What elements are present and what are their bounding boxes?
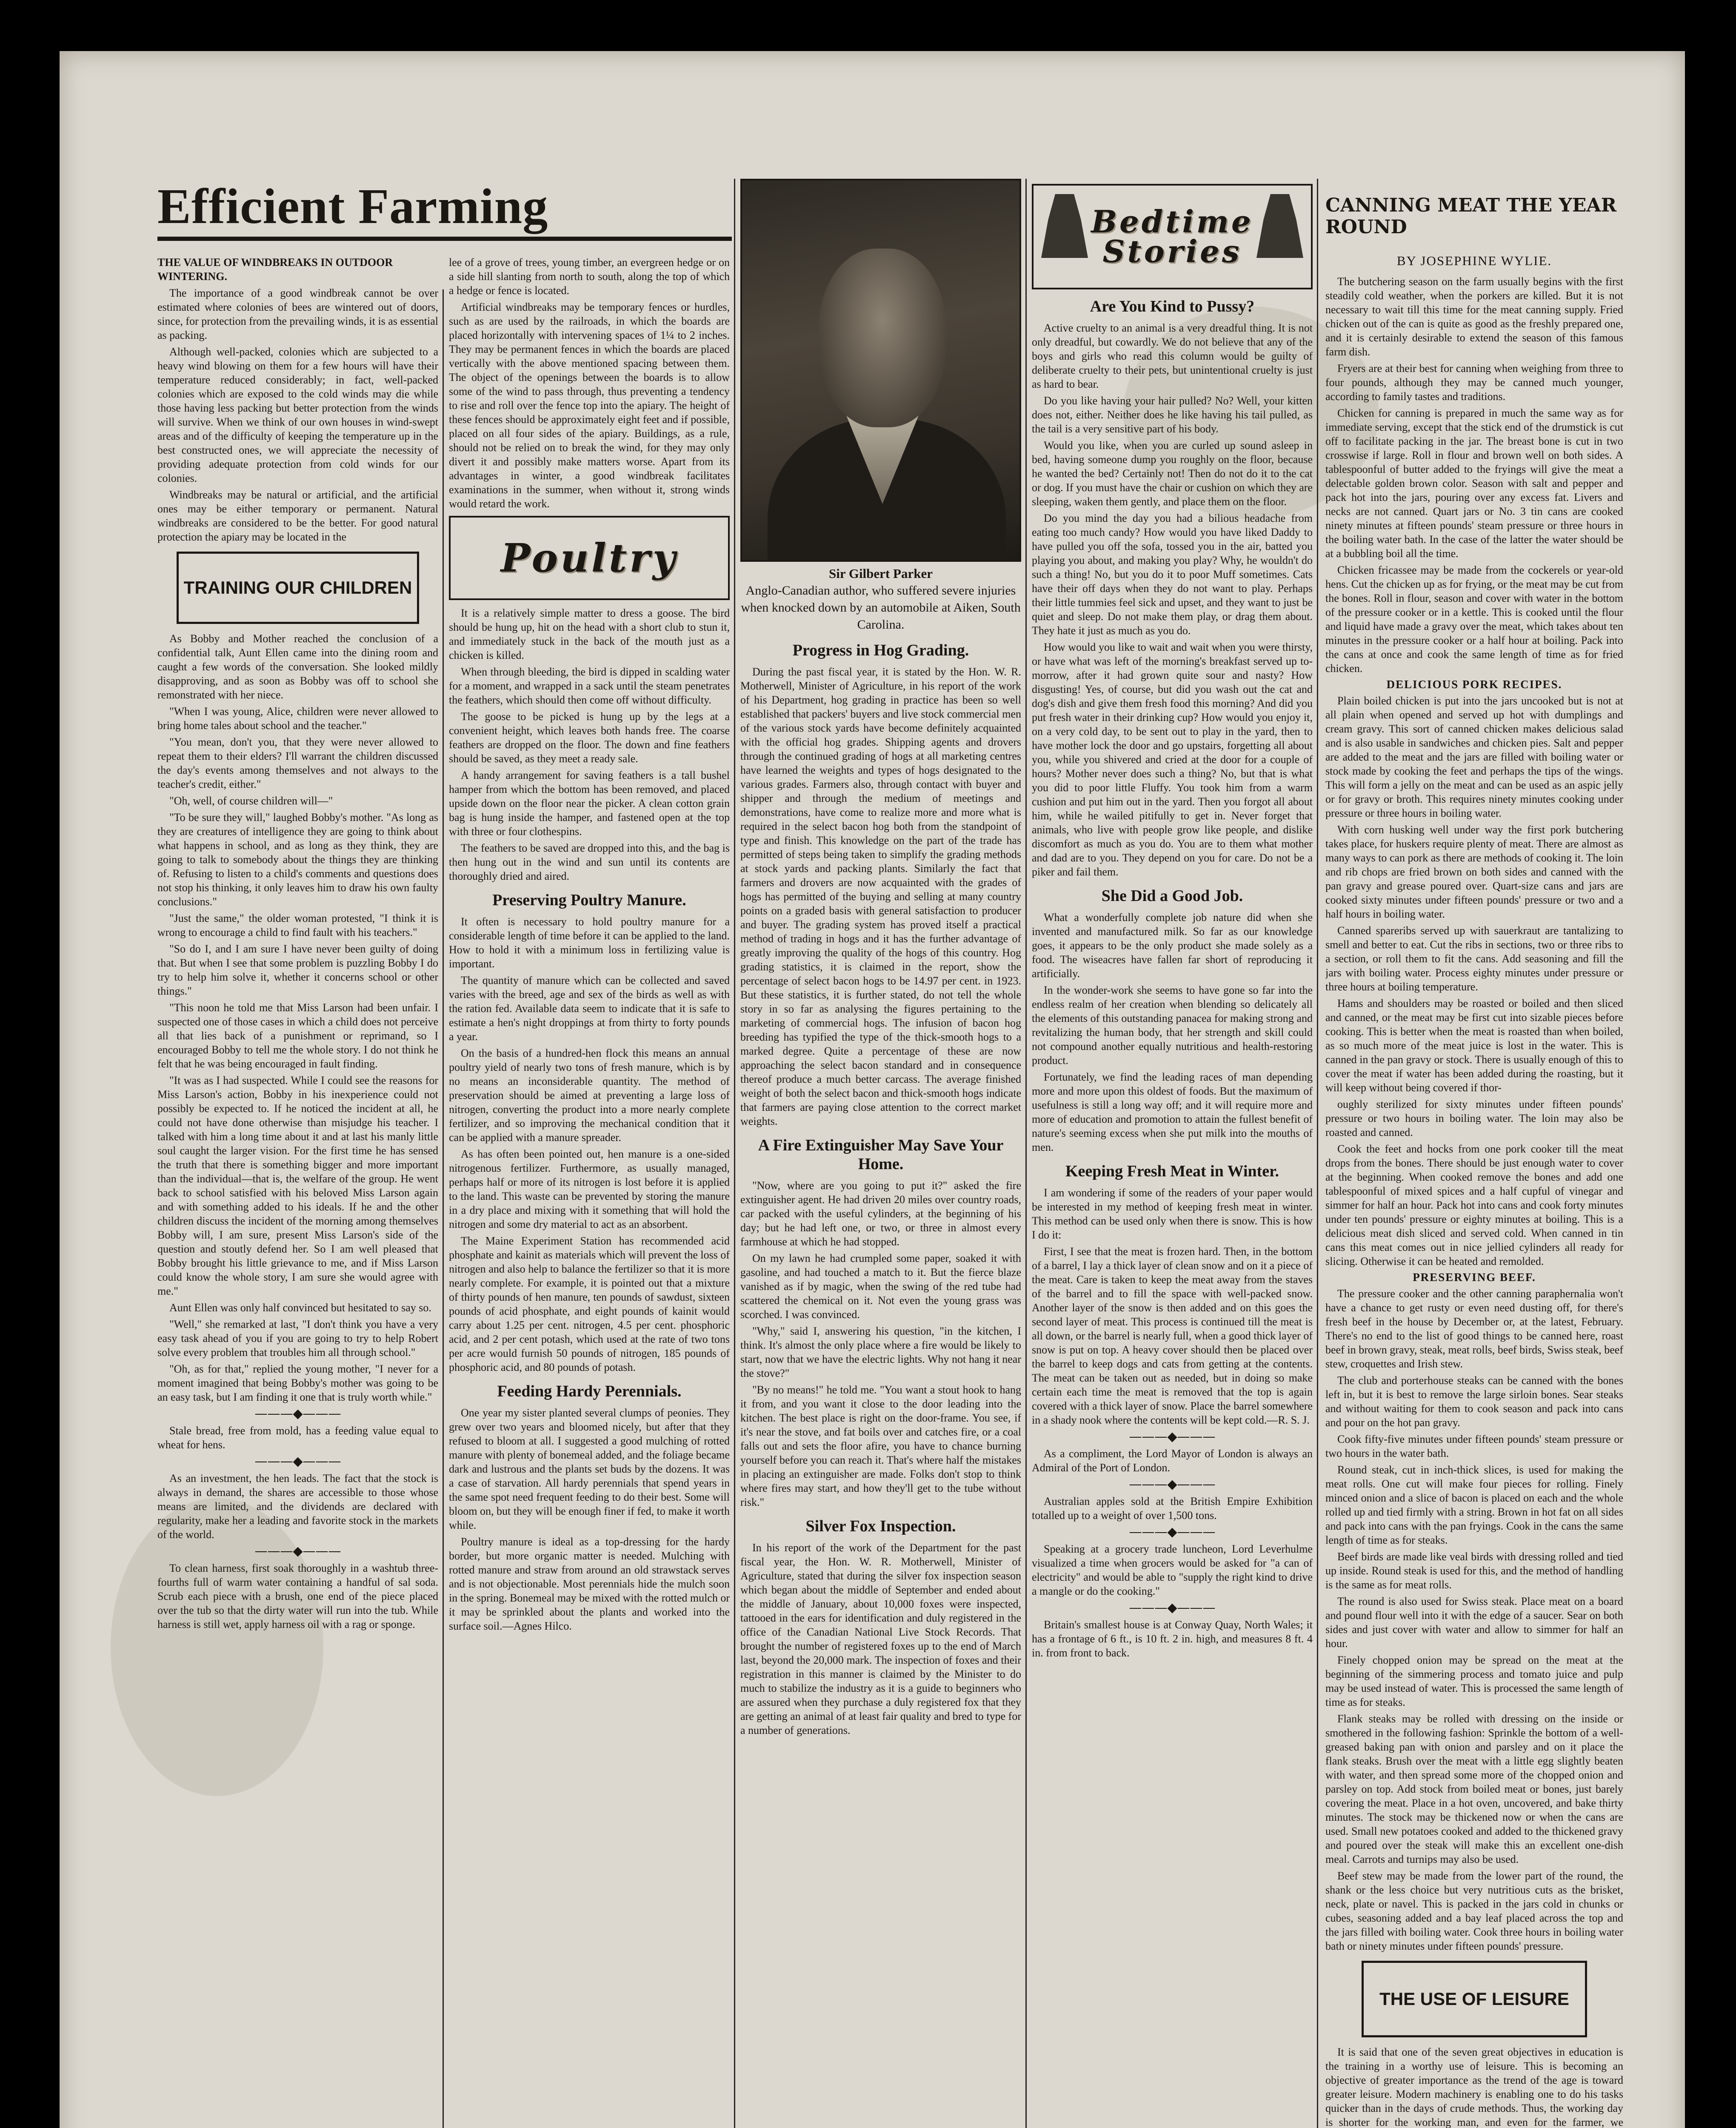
article-paragraph: Would you like, when you are curled up sound asleep in bed, having someone dump you roughly on the floor, because he wanted the bed? Certainly not! Then do not do it to the cat or dog. If you must have the chair or cushion on which they are sleeping, waken them gently, and place them on the floor.	[1032, 439, 1313, 508]
article-paragraph: Although well-packed, colonies which are subjected to a heavy wind blowing on them for a few hours will have their temperature reduced considerably; in fact, well-packed colonies which are exposed to the cold winds may die while those having less packing but better protection from the winds will survive. When we think of our own houses in wind-swept areas and of the difficulty of keeping the temperature up in the best constructed ones, we will appreciate the necessity of providing adequate protection from cold winds for our colonies.	[157, 346, 438, 484]
subheading: DELICIOUS PORK RECIPES.	[1386, 678, 1562, 691]
article-paragraph: "Why," said I, answering his question, "in the kitchen, I think. It's almost the only place where a fire would be likely to start, now that we have the electric lights. Why not hang it near the stove?"	[740, 1325, 1021, 1379]
article-paragraph: Cook fifty-five minutes under fifteen pounds' steam pressure or two hours in the water bath.	[1325, 1433, 1623, 1460]
column-3	[740, 179, 1021, 2128]
article-heading: Are You Kind to Pussy?	[1090, 297, 1255, 315]
article-paragraph: The importance of a good windbreak cannot be over estimated where colonies of bees are wintered out of doors, since, for protection from the prevailing winds, it is as essential as packing.	[157, 287, 438, 341]
training-heading-box	[177, 552, 419, 624]
article-heading: A Fire Extinguisher May Save Your Home.	[758, 1136, 1004, 1173]
poultry-title: Poultry	[500, 535, 678, 581]
article-paragraph: "When I was young, Alice, children were never allowed to bring home tales about school and the teacher."	[157, 705, 438, 732]
article-paragraph: Do you mind the day you had a bilious headache from eating too much candy? How would you have liked Daddy to have pulled you off the sofa, tossed you in the air, batted you playing you about, and making you play? Why, he wouldn't do such a thing! No, but you do it to poor Muff sometimes. Cats have their off days when they do not want to play. Perhaps their little tummies feel sick and upset, and they want to just be quiet and sleep. Do not make them play, or drag them about. They hate it just as much as you do.	[1032, 512, 1313, 637]
article-paragraph: "You mean, don't you, that they were never allowed to repeat them to their elders? I'll warrant the children discussed the day's events among themselves and not always to the teacher's credit, either."	[157, 736, 438, 790]
subheading: PRESERVING BEEF.	[1413, 1271, 1536, 1284]
column-5	[1325, 179, 1623, 2128]
article-paragraph: As Bobby and Mother reached the conclusion of a confidential talk, Aunt Ellen came into the dining room and caught a few words of the conversation. She looked mildly disapproving, and as soon as Bobby was off to school she remonstrated with her niece.	[157, 632, 438, 701]
column-1	[157, 255, 438, 2128]
article-paragraph: In his report of the work of the Department for the past fiscal year, the Hon. W. R. Motherwell, Minister of Agriculture, stated that during the silver fox inspection season which began about the middle of September and ended about the middle of January, about 10,000 foxes were inspected, tattooed in the ears for identification and duly registered in the office of the Canadian National Live Stock Records. That brought the number of registered foxes up to the end of March last, beyond the 20,000 mark. The inspection of foxes and their registration in this manner is claimed by the Minister to do much to stabilize the industry as it is a guide to beginners who are assured when they purchase a duly registered fox that they are getting an animal of at least fair quality and bred to type for a number of generations.	[740, 1542, 1021, 1736]
article-paragraph: Fortunately, we find the leading races of man depending more and more upon this oldest of foods. But the maximum of usefulness is still a long way off; and it will require more and more of education and promotion to attain the fullest benefit of nature's seeming excess when she put milk into the mouths of men.	[1032, 1071, 1313, 1153]
article-paragraph: It is a relatively simple matter to dress a goose. The bird should be hung up, hit on the head with a short club to stun it, and immediately stuck in the back of the mouth just as a chicken is killed.	[449, 607, 730, 661]
separator: ———◆———	[254, 1406, 341, 1421]
article-paragraph: The Maine Experiment Station has recommended acid phosphate and kainit as materials which will prevent the loss of nitrogen and also help to balance the fertilizer so that it is more nearly complete. For example, it is pointed out that a mixture of thirty pounds of hen manure, ten pounds of sawdust, sixteen pounds of acid phosphate, and eight pounds of kainit would carry about 1.25 per cent. nitrogen, 4.5 per cent. phosphoric acid, and 2 per cent potash, which used at the rate of two tons per acre would furnish 50 pounds of nitrogen, 185 pounds of phosphoric acid, and 80 pounds of potash.	[449, 1235, 730, 1373]
article-paragraph: "Well," she remarked at last, "I don't think you have a very easy task ahead of you if you are going to try to help Robert solve every problem that troubles him all through school."	[157, 1318, 438, 1359]
article-paragraph: Speaking at a grocery trade luncheon, Lord Leverhulme visualized a time when grocers would be asked for "a can of electricity" and would be able to "supply the right kind to drive a mangle or do the cooking."	[1032, 1543, 1313, 1597]
article-heading: Silver Fox Inspection.	[805, 1517, 956, 1535]
photo-figure-face	[819, 249, 946, 427]
article-paragraph: "So do I, and I am sure I have never been guilty of doing that. But when I see that some problem is puzzling Bobby I do try to help him solve it, whether it concerns school or other things."	[157, 943, 438, 997]
article-paragraph: Cook the feet and hocks from one pork cooker till the meat drops from the bones. There should be just enough water to cover at the beginning. When cooked remove the bones and add one tablespoonful of mixed spices and a half cupful of vinegar and simmer for half an hour. Pack hot into cans and cook forty minutes under ten pounds' pressure or eighty minutes at boiling. This is a delicious meat dish sliced and served cold. When canned in tin cans this meat comes out in nice jellied cylinders all ready for slicing. Otherwise it can be heated and remolded.	[1325, 1143, 1623, 1268]
article-paragraph: lee of a grove of trees, young timber, an evergreen hedge or on a side hill slanting from north to south, along the top of which a hedge or fence is located.	[449, 256, 730, 297]
column-rule	[734, 179, 735, 2128]
separator: ———◆———	[1129, 1429, 1216, 1444]
newspaper-page	[60, 51, 1685, 2128]
article-paragraph: I am wondering if some of the readers of your paper would be interested in my method of keeping fresh meat in winter. This method can be used only when there is snow. This is how I do it:	[1032, 1187, 1313, 1241]
article-paragraph: Beef birds are made like veal birds with dressing rolled and tied up inside. Round steak is used for this, and the method of handling is the same as for meat rolls.	[1325, 1550, 1623, 1591]
article-heading: Feeding Hardy Perennials.	[497, 1382, 682, 1400]
article-paragraph: Canned spareribs served up with sauerkraut are tantalizing to smell and better to eat. Cut the ribs in sections, two or three ribs to a section, or roll them to fit the cans. Add seasoning and fill the jars with boiling water. Process eighty minutes under pressure or three hours at boiling temperature.	[1325, 924, 1623, 993]
article-paragraph: The feathers to be saved are dropped into this, and the bag is then hung out in the wind and sun until its contents are thoroughly dried and aired.	[449, 842, 730, 882]
child-figure-right	[1256, 194, 1303, 258]
column-rule	[443, 289, 444, 2128]
article-paragraph: The goose to be picked is hung up by the legs at a convenient height, which leaves both hands free. The coarse feathers are dropped on the floor. The down and fine feathers should be saved, as they meet a ready sale.	[449, 710, 730, 765]
article-paragraph: Aunt Ellen was only half convinced but hesitated to say so.	[169, 1301, 431, 1314]
article-paragraph: Do you like having your hair pulled? No? Well, your kitten does not, either. Neither does he like having his tail pulled, as the tail is a very sensitive part of his body.	[1032, 395, 1313, 435]
article-paragraph: It often is necessary to hold poultry manure for a considerable length of time before it can be applied to the land. How to hold it with a minimum loss in fertilizing value is important.	[449, 915, 730, 970]
article-heading: THE VALUE OF WINDBREAKS IN OUTDOOR WINTERING.	[157, 256, 393, 283]
article-paragraph: "It was as I had suspected. While I could see the reasons for Miss Larson's action, Bobby in his inexperience could not possibly be expected to. If he noticed the incident at all, he could not have done otherwise than misjudge his teacher. I talked with him a long time about it and at last his manly little soul caught the larger vision. For the first time he has sensed the truth that there is something bigger and more important than the individual—that is, the welfare of the group. He went back to school satisfied with his beloved Miss Larson again and with something added to his ideals. If he and the other children discuss the incident of the morning among themselves Bobby will, I am sure, present Miss Larson's side of the question and stoutly defend her. So I am well pleased that Bobby brought his little grievance to me, and if Miss Larson could know the whole story, I am sure she would agree with me."	[157, 1074, 438, 1297]
article-paragraph: On the basis of a hundred-hen flock this means an annual poultry yield of nearly two tons of fresh manure, which is by no means an inconsiderable quantity. The method of preservation should be aimed at preventing a large loss of nitrogen, converting the product into a more nearly complete fertilizer, and so improving the mechanical condition that it can be applied with a manure spreader.	[449, 1047, 730, 1144]
article-paragraph: To clean harness, first soak thoroughly in a washtub three-fourths full of warm water containing a handful of sal soda. Scrub each piece with a brush, one end of the piece placed over the tub so that the dirty water will run into the tub. While harness is still wet, apply harness oil with a rag or sponge.	[157, 1562, 438, 1630]
poultry-banner	[449, 516, 730, 600]
article-paragraph: Chicken for canning is prepared in much the same way as for immediate serving, except that the stick end of the drumstick is cut off to facilitate packing in the jar. The breast bone is cut in two crosswise if large. Roll in flour and brown well on both sides. A tablespoonful of butter added to the fryings will give the meat a delectable golden brown color. Season with salt and pepper and pack hot into the jars, pouring over any excess fat. Livers and necks are not canned. Quart jars or No. 3 tin cans are cooked ninety minutes at fifteen pounds' steam pressure or three hours in the boiling water bath. In the case of the latter the water should be at a bubbling boil all the time.	[1325, 407, 1623, 560]
article-paragraph: The butchering season on the farm usually begins with the first steadily cold weather, when the porkers are killed. But it is not necessary to wait till this time for the meat canning supply. Fried chicken out of the can is quite as good as the freshly prepared one, and it is certainly desirable to extend the season of this famous farm dish.	[1325, 275, 1623, 358]
box-heading: THE USE OF LEISURE	[1379, 1989, 1569, 2009]
article-paragraph: With corn husking well under way the first pork butchering takes place, for huskers require plenty of meat. There are almost as many ways to can pork as there are methods of cooking it. The loin and rib chops are fried brown on both sides and canned with the pan gravy and grease poured over. Quart-size cans and jars are cooked sixty minutes under fifteen pounds' pressure or two and a half hours in boiling water.	[1325, 824, 1623, 921]
column-rule	[1025, 179, 1027, 2128]
article-heading: Keeping Fresh Meat in Winter.	[1065, 1162, 1279, 1180]
article-paragraph: "This noon he told me that Miss Larson had been unfair. I suspected one of those cases in which a child does not perceive all that lies back of a punishment or reprimand, so I encouraged Bobby to tell me the whole story. I do not think he felt that he was being encouraged in fault finding.	[157, 1001, 438, 1070]
article-paragraph: Australian apples sold at the British Empire Exhibition totalled up to a weight of over 1,500 tons.	[1032, 1495, 1313, 1522]
bedtime-stories-title: Bedtime Stories	[1091, 203, 1253, 269]
separator: ———◆———	[1129, 1477, 1216, 1492]
article-paragraph: During the past fiscal year, it is stated by the Hon. W. R. Motherwell, Minister of Agriculture, in his report of the work of his Department, hog grading in practice has been so well established that packers' buyers and live stock commercial men of the various stock yards have become definitely acquainted with the official hog grades. Shipping agents and drovers through the continued grading of hogs at all marketing centres have learned the weights and types of hogs designated to the various grades. Farmers also, through contact with buyer and shipper and through the medium of meetings and demonstrations, have come to realize more and more what is required in the select bacon hog both from the standpoint of type and finish. This knowledge on the part of the trade has permitted of steps being taken to simplify the grading methods at stock yards and packing plants. Similarly the fact that farmers and drovers are now acquainted with the grades of hogs has permitted of the buying and selling at many country points on a graded basis with general satisfaction to producer and buyer. The grading system has proved itself a practical method of trading in hogs and it has the further advantage of greatly improving the quality of the hogs of this country. Hog grading statistics, it is claimed in the report, show the percentage of select bacon hogs to be 14.97 per cent. in 1923. But these statistics, it is further stated, do not tell the whole story in so far as analysing the figures pertaining to the marketing of commercial hogs. The infusion of bacon hog breeding has typified the type of the thick-smooth hogs to a marked degree. Quite a percentage of these are now approaching the select bacon standard and in consequence thereof produce a much better carcass. The average finished weight of both the select bacon and thick-smooth hogs indicate that farmers are paying close attention to the correct market weights.	[740, 666, 1021, 1127]
masthead-rule	[157, 237, 732, 241]
article-paragraph: What a wonderfully complete job nature did when she invented and manufactured milk. So far as our knowledge goes, it appears to be the only product she made solely as a food. The wiseacres have fallen far short of reproducing it artificially.	[1032, 911, 1313, 980]
article-paragraph: Windbreaks may be natural or artificial, and the artificial ones may be either temporary or permanent. Natural windbreaks are considered to be the better. For good natural protection the apiary may be located in the	[157, 489, 438, 543]
article-paragraph: "Just the same," the older woman protested, "I think it is wrong to encourage a child to find fault with his teachers."	[157, 912, 438, 938]
article-paragraph: "To be sure they will," laughed Bobby's mother. "As long as they are creatures of intelligence they are going to think about what happens in school, and as long as they think, they are going to talk to somebody about the things they are thinking of. Refusing to listen to a child's comments and questions does not stop his thinking, it only leaves him to draw his own faulty conclusions."	[157, 811, 438, 908]
article-heading: CANNING MEAT THE YEAR ROUND	[1325, 194, 1617, 238]
photo-caption: Anglo-Canadian author, who suffered severe injuries when knocked down by an automobile at Aiken, South Carolina.	[741, 583, 1021, 632]
article-paragraph: How would you like to wait and wait when you were thirsty, or have what was left of the morning's breakfast served up to-morrow, after it had grown quite sour and nasty? How disgusting! Yes, of course, but did you wash out the cat and dog's dish and give them fresh food this morning? And did you put fresh water in their drinking cup? How would you enjoy it, on a very cold day, to be sent out to play in the yard, then to have mother lock the door and go upstairs, forgetting all about you, while you shivered and cried at the door for a couple of hours? Mother never does such a thing? No, but that is what you did to poor little Fluffy. You took him from a warm cushion and put him out in the yard. Then you forgot all about him, while he wailed pitifully to get in. Never forget that animals, who live with people grow like people, and dislike discomfort as much as you do. You are to them what mother and dad are to you. They depend on you for care. Do not be a piker and fail them.	[1032, 641, 1313, 878]
article-heading: She Did a Good Job.	[1101, 887, 1243, 905]
column-rule	[1317, 179, 1318, 2128]
article-paragraph: On my lawn he had crumpled some paper, soaked it with gasoline, and had touched a match to it. But the fierce blaze vanished as if by magic, when the swing of the red tube had scattered the chemical on it. Not even the young grass was scorched. I was convinced.	[740, 1252, 1021, 1321]
photo-caption-name: Sir Gilbert Parker	[829, 566, 933, 581]
byline: BY JOSEPHINE WYLIE.	[1396, 253, 1552, 269]
article-paragraph: "Oh, well, of course children will—"	[169, 795, 333, 807]
article-paragraph: Artificial windbreaks may be temporary fences or hurdles, such as are used by the railroads, in which the boards are placed horizontally with intervening spaces of 1¼ to 2 inches. They may be permanent fences in which the boards are placed vertically with the above mentioned spacing between them. The object of the openings between the boards is to allow some of the wind to pass through, thus preventing a tendency to rise and roll over the fence top into the apiary. The height of these fences should be approximately eight feet and if possible, placed on all four sides of the apiary. Buildings, as a rule, should not be relied on to break the wind, for they may only divert it and possibly make matters worse. Apart from its advantages in winter, a good windbreak facilitates examinations in the summer, when without it, strong winds would retard the work.	[449, 301, 730, 510]
box-heading: TRAINING OUR CHILDREN	[183, 578, 412, 598]
article-paragraph: "Now, where are you going to put it?" asked the fire extinguisher agent. He had driven 20 miles over country roads, car packed with the useful cylinders, at the beginning of his day; but he had left one, or two, or three in almost every farmhouse at which he had stopped.	[740, 1179, 1021, 1248]
article-heading: Progress in Hog Grading.	[792, 641, 969, 659]
section-masthead	[157, 179, 732, 241]
separator: ———◆———	[254, 1454, 341, 1469]
article-paragraph: As has often been pointed out, hen manure is a one-sided nitrogenous fertilizer. Furthermore, as usually managed, perhaps half or more of its nitrogen is lost before it is applied to the land. This waste can be prevented by storing the manure in a dry place and mixing with it something that will hold the nitrogen and some dry material to act as an absorbent.	[449, 1148, 730, 1230]
article-paragraph: First, I see that the meat is frozen hard. Then, in the bottom of a barrel, I lay a thick layer of clean snow and on it a piece of the meat. Care is taken to keep the meat away from the staves of the barrel and to fill the space with well-packed snow. Another layer of the snow is then added and on this goes the second layer of meat. This process is continued till the meat is all down, or the barrel is nearly full, when a good thick layer of snow is put on top. A heavy cover should then be placed over the barrel to keep dogs and cats from getting at the contents. The meat can be taken out as needed, but in doing so make certain each time the meat is removed that the top is again covered with a thick layer of snow. Place the barrel somewhere in a shady nook where the contents will be kept cold.—R. S. J.	[1032, 1245, 1313, 1426]
article-paragraph: The club and porterhouse steaks can be canned with the bones left in, but it is best to remove the large sirloin bones. Sear steaks and without waiting for them to cook season and pack into cans and pour on the hot pan gravy.	[1325, 1374, 1623, 1429]
article-heading: Preserving Poultry Manure.	[492, 891, 686, 909]
article-paragraph: When through bleeding, the bird is dipped in scalding water for a moment, and wrapped in a sack until the steam penetrates the feathers, which should then come off without difficulty.	[449, 666, 730, 706]
article-paragraph: Finely chopped onion may be spread on the meat at the beginning of the simmering process and tomato juice and pulp may be used instead of water. This is processed the same length of time as for steaks.	[1325, 1654, 1623, 1709]
article-paragraph: As an investment, the hen leads. The fact that the stock is always in demand, the shares are accessible to those whose means are limited, and the dividends are declared with regularity, make her a leading and favorite stock in the markets of the world.	[157, 1472, 438, 1541]
article-paragraph: oughly sterilized for sixty minutes under fifteen pounds' pressure or two hours in boiling water. The loin may also be roasted and canned.	[1325, 1098, 1623, 1139]
article-paragraph: "By no means!" he told me. "You want a stout hook to hang it from, and you want it close to the door leading into the kitchen. The best place is right on the door-frame. You see, if it's near the stove, and fat boils over and catches fire, or a coal falls out and sets the floor afire, you have to chance burning yourself before you can reach it. That's where half the mistakes in placing an extinguisher are made. Folks don't stop to think where fires may start, and how they'll get to the tube without risk."	[740, 1384, 1021, 1508]
article-paragraph: A handy arrangement for saving feathers is a tall bushel hamper from which the bottom has been removed, and placed upside down on the floor near the picker. A clean cotton grain bag is hung inside the hamper, and fastened open at the top with three or four clothespins.	[449, 769, 730, 838]
portrait-photo	[740, 179, 1021, 562]
article-paragraph: Beef stew may be made from the lower part of the round, the shank or the less choice but very nutritious cuts as the brisket, neck, plate or navel. This is packed in the jars cold in chunks or cubes, seasoning added and a bay leaf placed across the top and the jars filled with boiling water. Cook three hours in boiling water bath or ninety minutes under fifteen pounds' pressure.	[1325, 1870, 1623, 1953]
column-4	[1032, 179, 1313, 2128]
article-paragraph: It is said that one of the seven great objectives in education is the training in a worthy use of leisure. This is becoming an objective of greater importance as the trend of the age is toward greater leisure. Modern machinery is enabling one to do his tasks quicker than in the days of crude methods. Thus, the working day is shorter for the working man, and even for the farmer, we	[1325, 2046, 1623, 2128]
article-paragraph: In the wonder-work she seems to have gone so far into the endless realm of her creation when blending so delicately all the elements of this outstanding panacea for making strong and revitalizing the human body, that her strength and skill could not compound another equally nutritious and health-restoring product.	[1032, 984, 1313, 1067]
article-paragraph: Active cruelty to an animal is a very dreadful thing. It is not only dreadful, but cowardly. We do not believe that any of the boys and girls who read this column would be guilty of deliberate cruelty to their pets, but unintentional cruelty is just as hard to bear.	[1032, 322, 1313, 390]
article-paragraph: Britain's smallest house is at Conway Quay, North Wales; it has a frontage of 6 ft., is 10 ft. 2 in. high, and measures 8 ft. 4 in. from front to back.	[1032, 1619, 1313, 1659]
article-paragraph: Fryers are at their best for canning when weighing from three to four pounds, although they may be canned much younger, according to family tastes and traditions.	[1325, 362, 1623, 403]
child-figure-left	[1041, 194, 1088, 258]
article-paragraph: The quantity of manure which can be collected and saved varies with the breed, age and sex of the birds as well as with the ration fed. Available data seem to indicate that it is safe to estimate a hen's night droppings at from thirty to forty pounds a year.	[449, 974, 730, 1043]
article-paragraph: Round steak, cut in inch-thick slices, is used for making the meat rolls. One cut will make four pieces for rolling. Finely minced onion and a slice of bacon is placed on each and the whole rolled up and tied firmly with a string. Brown in hot fat on all sides and pack into cans with the pan fryings. Cook in the cans the same length of time as for steaks.	[1325, 1464, 1623, 1547]
section-title: Efficient Farming	[157, 178, 548, 234]
article-paragraph: "Oh, as for that," replied the young mother, "I never for a moment imagined that being Bobby's mother was going to be an easy task, but I am finding it one that is truly worth while."	[157, 1363, 438, 1403]
article-paragraph: Poultry manure is ideal as a top-dressing for the hardy border, but more organic matter is needed. Mulching with rotted manure and straw from around an old strawstack serves and is not objectionable. Most perennials hide the mulch soon in the spring. Bonemeal may be mixed with the rotted mulch or it may be sprinkled about the plants and worked into the surface soil.—Agnes Hilco.	[449, 1536, 730, 1632]
article-paragraph: Plain boiled chicken is put into the jars uncooked but is not at all plain when opened and served up hot with dumplings and cream gravy. This sort of canned chicken makes delicious salad and is also usable in sandwiches and chicken pies. Salt and pepper are added to the meat and the jars are filled with boiling water or stock made by cooking the feet and perhaps the tips of the wings. This will form a jelly on the meat and can be used as an aspic jelly or for gravy or broth. This requires ninety minutes cooking under pressure or three hours in boiling water.	[1325, 695, 1623, 820]
separator: ———◆———	[254, 1544, 341, 1559]
leisure-heading-box	[1362, 1961, 1587, 2037]
article-paragraph: Stale bread, free from mold, has a feeding value equal to wheat for hens.	[157, 1424, 438, 1451]
article-paragraph: Chicken fricassee may be made from the cockerels or year-old hens. Cut the chicken up as for frying, or the meat may be cut from the bones. Roll in flour, season and cover with water in the bottom of the pressure cooker or in a kettle. This is cooked until the flour and liquid have made a gravy over the meat, which takes about ten minutes in the pressure cooker or a half hour at boiling. Pack into the cans at once and cook the same length of time as for fried chicken.	[1325, 564, 1623, 675]
article-paragraph: The round is also used for Swiss steak. Place meat on a board and pound flour well into it with the edge of a saucer. Sear on both sides and just cover with water and allow to simmer for half an hour.	[1325, 1595, 1623, 1650]
article-paragraph: Hams and shoulders may be roasted or boiled and then sliced and canned, or the meat may be first cut into sizable pieces before cooking. This is better when the meat is roasted than when boiled, as so much more of the meat juice is lost in the water. This is canned in the pan gravy or stock. There is usually enough of this to cover the meat if water has been added during the roasting, but it will keep without being covered if thor-	[1325, 997, 1623, 1094]
article-paragraph: The pressure cooker and the other canning paraphernalia won't have a chance to get rusty or even need dusting off, for there's fresh beef in the house by December or, at the latest, February. There's no end to the list of good things to be canned here, roast beef in brown gravy, steak, meat rolls, beef birds, Swiss steak, beef stew, croquettes and Irish stew.	[1325, 1287, 1623, 1370]
article-paragraph: One year my sister planted several clumps of peonies. They grew over two years and bloomed nicely, but after that they refused to bloom at all. I suggested a good mulching of rotted manure with plenty of bonemeal added, and the foliage became dark and lustrous and the plants set buds by the dozens. It was a case of starvation. All hardy perennials that spend years in the same spot need frequent feeding to do their best. Some will bloom on, but they will be enough finer if fed, to make it worth while.	[449, 1407, 730, 1531]
bedtime-stories-banner	[1032, 184, 1313, 289]
article-paragraph: As a compliment, the Lord Mayor of London is always an Admiral of the Port of London.	[1032, 1447, 1313, 1474]
column-2	[449, 255, 730, 2128]
article-paragraph: Flank steaks may be rolled with dressing on the inside or smothered in the following fashion: Sprinkle the bottom of a well-greased baking pan with onion and parsley and on it place the flank steaks. Brush over the meat with a little egg slightly beaten with water, and then spread some more of the chopped onion and parsley on top. Add stock from boiled meat or bones, just barely covering the meat. Place in a hot oven, uncovered, and bake thirty minutes. The stock may be thickened now or when the cans are used. Small new potatoes cooked and added to the thickened gravy and poured over the steak will make this an excellent one-dish meal. Carrots and turnips may also be used.	[1325, 1713, 1623, 1866]
separator: ———◆———	[1129, 1600, 1216, 1615]
separator: ———◆———	[1129, 1524, 1216, 1539]
